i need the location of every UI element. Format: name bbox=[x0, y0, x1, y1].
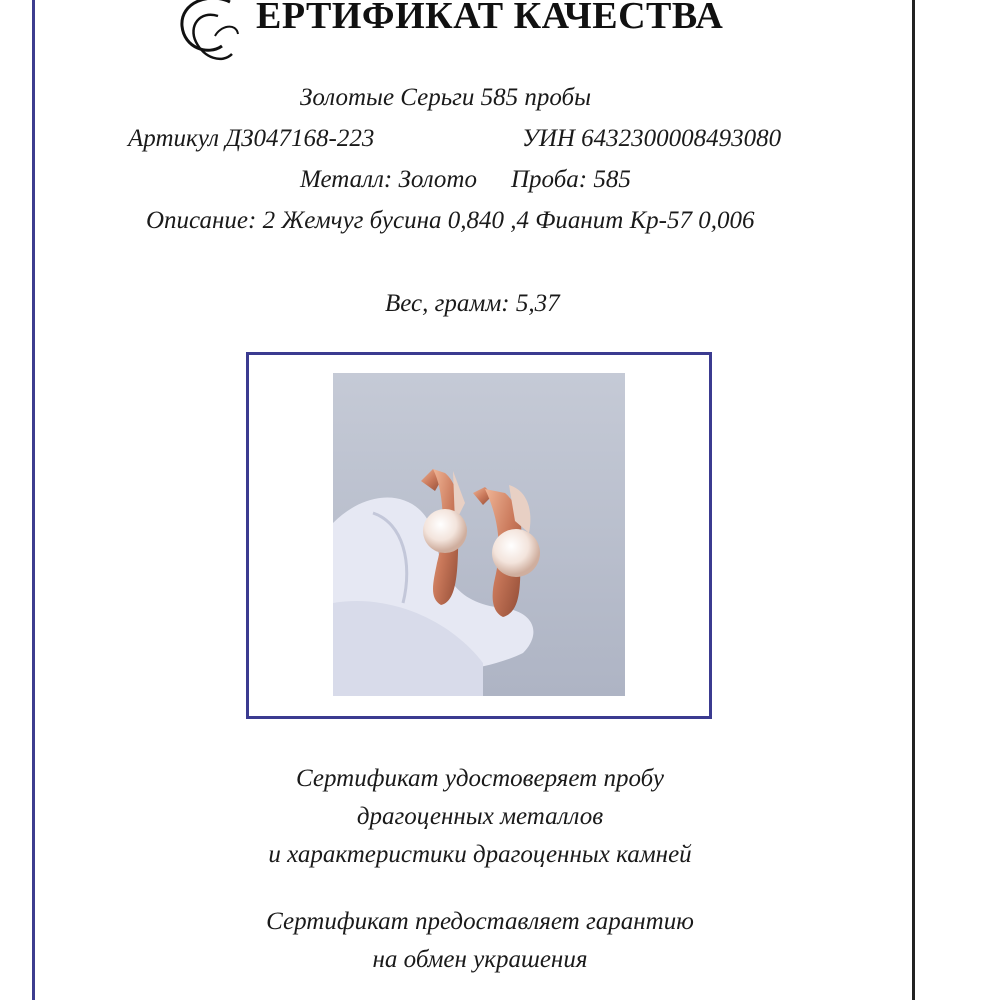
statement-line: на обмен украшения bbox=[372, 946, 588, 973]
certificate-statement-2 bbox=[200, 903, 760, 979]
page-border-right bbox=[912, 0, 915, 1000]
metal-probe: Проба: 585 bbox=[511, 166, 631, 193]
uin-number: УИН 6432300008493080 bbox=[522, 125, 782, 152]
product-photo bbox=[333, 373, 625, 696]
product-description: Описание: 2 Жемчуг бусина 0,840 ,4 Фианит Кр-57 0,006 bbox=[146, 207, 755, 234]
certificate-title: ЕРТИФИКАТ КАЧЕСТВА bbox=[256, 0, 724, 37]
metal-type: Металл: Золото bbox=[300, 166, 477, 193]
statement-line: и характеристики драгоценных камней bbox=[268, 841, 692, 868]
statement-line: драгоценных металлов bbox=[356, 803, 604, 830]
certificate-header bbox=[160, 0, 800, 80]
monogram-logo bbox=[160, 0, 255, 76]
statement-line: Сертификат удостоверяет пробу bbox=[296, 765, 664, 792]
product-weight: Вес, грамм: 5,37 bbox=[385, 290, 560, 317]
article-number: Артикул ДЗ047168-223 bbox=[128, 125, 375, 152]
page-border-left bbox=[32, 0, 35, 1000]
product-name: Золотые Серьги 585 пробы bbox=[300, 84, 592, 111]
statement-line: Сертификат предоставляет гарантию bbox=[266, 908, 694, 935]
certificate-statement-1 bbox=[200, 760, 760, 874]
